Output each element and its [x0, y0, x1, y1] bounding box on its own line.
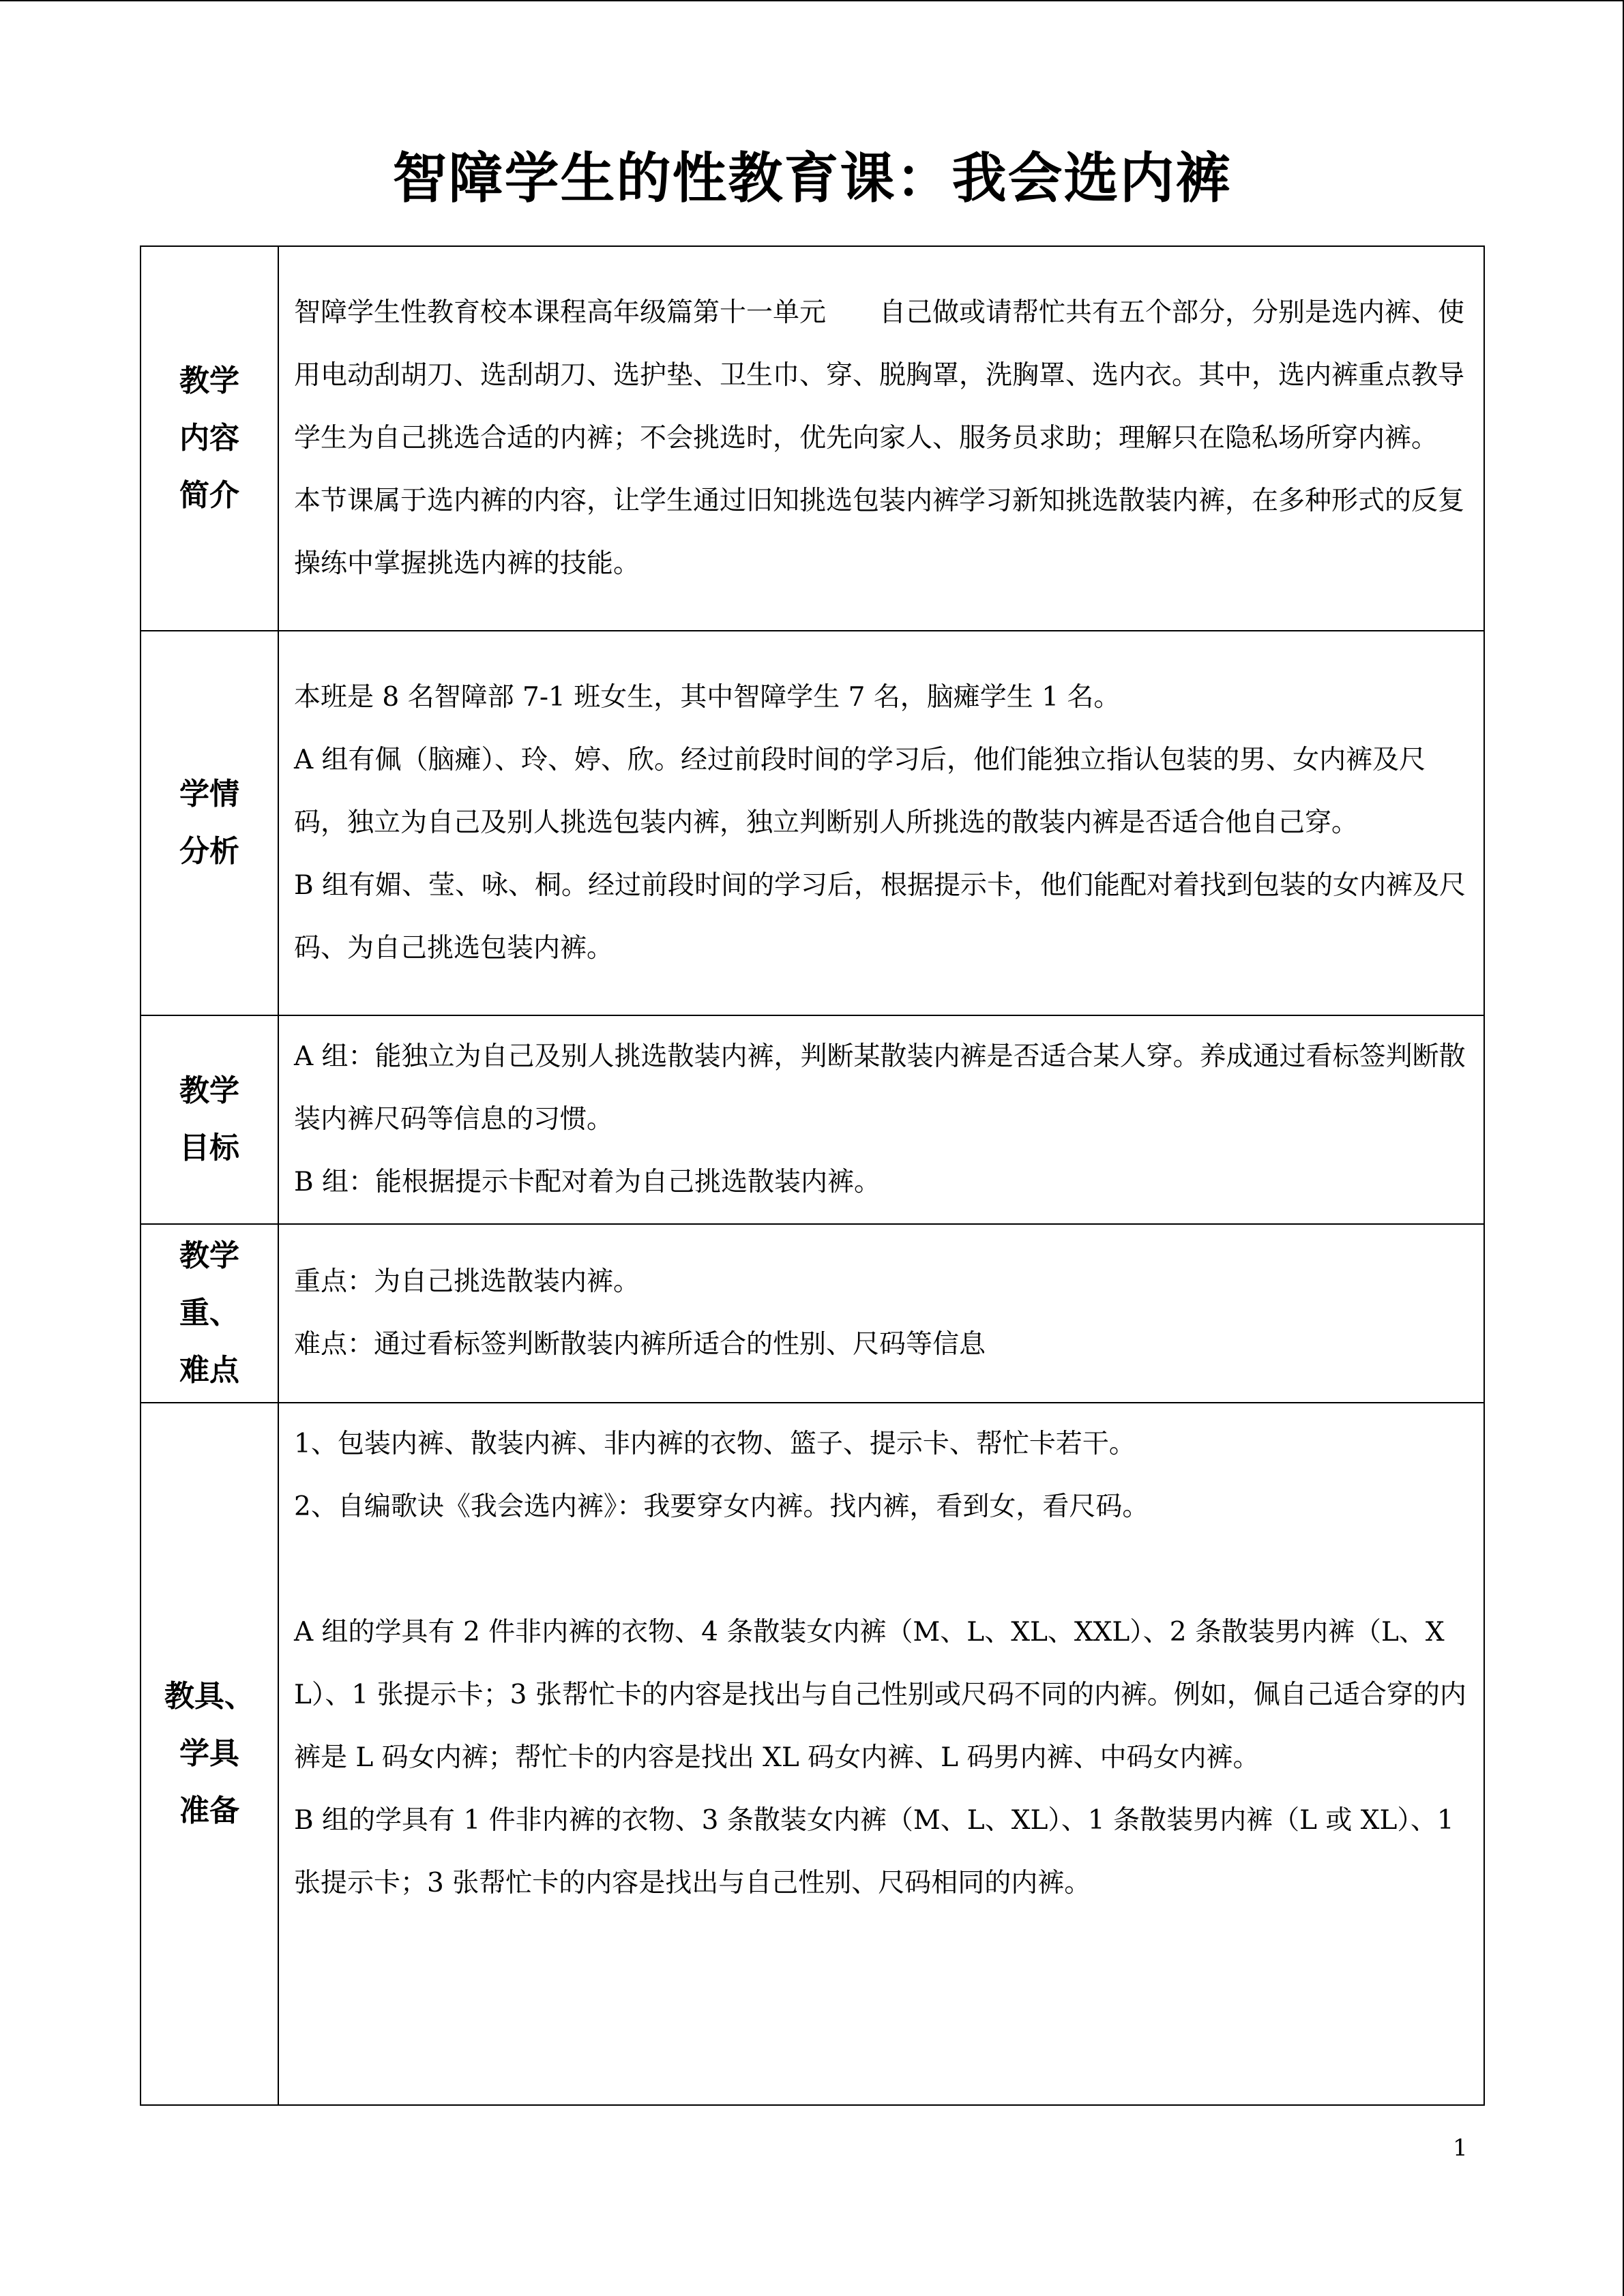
paragraph: A 组：能独立为自己及别人挑选散装内裤，判断某散装内裤是否适合某人穿。养成通过看标签判断散装内裤尺码等信息的习惯。 [294, 1041, 1466, 1135]
label-line: 内容 [179, 421, 239, 456]
row-content-student-analysis [278, 631, 1484, 1015]
table-row-student-analysis [141, 631, 1484, 1015]
label-line: 教具、 [164, 1679, 254, 1714]
row-content-teaching-goals [278, 1015, 1484, 1224]
paragraph: 本班是 8 名智障部 7-1 班女生，其中智障学生 7 名，脑瘫学生 1 名。 [294, 682, 1121, 713]
blank-line [294, 1538, 1470, 1601]
row-label-key-points [141, 1224, 278, 1403]
label-line: 学具 [179, 1736, 239, 1771]
table-row-materials [141, 1403, 1484, 2105]
page-border-top [0, 0, 1624, 1]
lesson-plan-table [140, 245, 1485, 2106]
page-number: 1 [1453, 2134, 1468, 2162]
paragraph: 2、自编歌诀《我会选内裤》：我要穿女内裤。找内裤，看到女，看尺码。 [294, 1491, 1149, 1522]
table-row-content-intro [141, 246, 1484, 631]
row-content-key-points [278, 1224, 1484, 1403]
paragraph: 重点：为自己挑选散装内裤。 [294, 1266, 640, 1297]
label-line: 准备 [179, 1793, 239, 1828]
label-line: 学情 [179, 777, 239, 811]
paragraph: 难点：通过看标签判断散装内裤所适合的性别、尺码等信息 [294, 1329, 986, 1360]
document-title: 智障学生的性教育课：我会选内裤 [392, 146, 1232, 210]
label-line: 教学 [179, 1238, 239, 1273]
label-line: 教学 [179, 363, 239, 398]
row-label-student-analysis [141, 631, 278, 1015]
label-line: 简介 [179, 478, 239, 513]
paragraph: 1、包装内裤、散装内裤、非内裤的衣物、篮子、提示卡、帮忙卡若干。 [294, 1429, 1136, 1459]
table-row-key-points [141, 1224, 1484, 1403]
row-label-materials [141, 1403, 278, 2105]
paragraph: A 组的学具有 2 件非内裤的衣物、4 条散装女内裤（M、L、XL、XXL）、2 条散装男内裤（L、XL）、1 张提示卡；3 张帮忙卡的内容是找出与自己性别或尺码不同的内裤。例如，佩自己适合穿的内裤是 L 码女内裤；帮忙卡的内容是找出 XL 码女内裤、L 码男内裤、中码女内裤。 [294, 1617, 1466, 1773]
table-row-teaching-goals [141, 1015, 1484, 1224]
paragraph: A 组有佩（脑瘫）、玲、婷、欣。经过前段时间的学习后，他们能独立指认包装的男、女内裤及尺码，独立为自己及别人挑选包装内裤，独立判断别人所挑选的散装内裤是否适合他自己穿。 [294, 745, 1426, 838]
paragraph: B 组有媚、莹、咏、桐。经过前段时间的学习后，根据提示卡，他们能配对着找到包装的女内裤及尺码、为自己挑选包装内裤。 [294, 870, 1466, 964]
paragraph: 本节课属于选内裤的内容，让学生通过旧知挑选包装内裤学习新知挑选散装内裤，在多种形式的反复操练中掌握挑选内裤的技能。 [294, 486, 1465, 579]
label-line: 目标 [179, 1131, 239, 1165]
paragraph: B 组的学具有 1 件非内裤的衣物、3 条散装女内裤（M、L、XL）、1 条散装男内裤（L 或 XL）、1 张提示卡；3 张帮忙卡的内容是找出与自己性别、尺码相同的内裤。 [294, 1805, 1454, 1898]
label-line: 教学 [179, 1073, 239, 1108]
row-content-materials [278, 1403, 1484, 2105]
row-content-content-intro [278, 246, 1484, 631]
label-line: 难点 [179, 1353, 239, 1388]
row-label-teaching-goals [141, 1015, 278, 1224]
paragraph: 智障学生性教育校本课程高年级篇第十一单元 自己做或请帮忙共有五个部分，分别是选内裤、使用电动刮胡刀、选刮胡刀、选护垫、卫生巾、穿、脱胸罩，洗胸罩、选内衣。其中，选内裤重点教导学生为自己挑选合适的内裤；不会挑选时，优先向家人、服务员求助；理解只在隐私场所穿内裤。 [294, 297, 1465, 453]
label-line: 分析 [179, 834, 239, 869]
row-label-content-intro [141, 246, 278, 631]
label-line: 重、 [179, 1296, 239, 1330]
paragraph: B 组：能根据提示卡配对着为自己挑选散装内裤。 [294, 1167, 881, 1197]
